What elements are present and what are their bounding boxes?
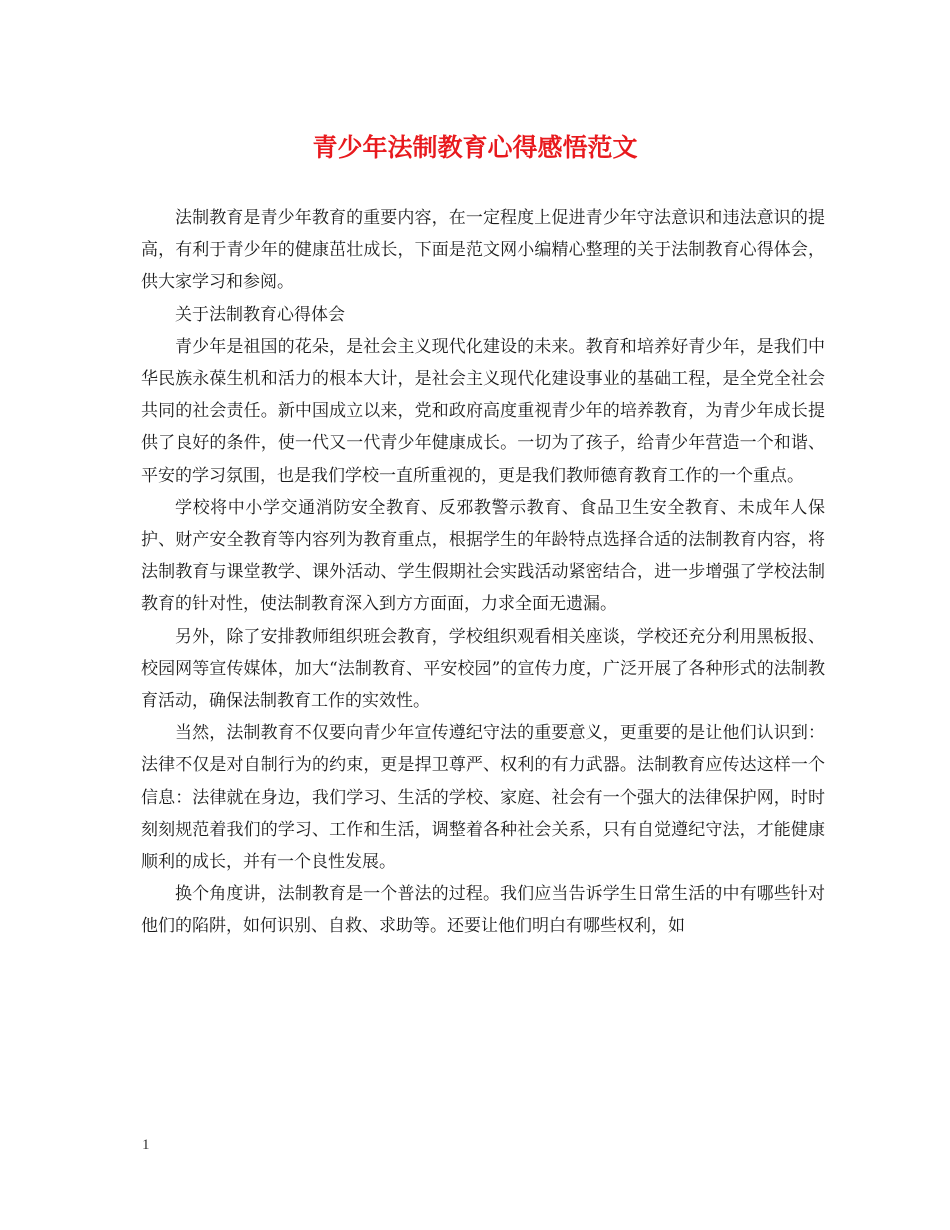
paragraph: 另外，除了安排教师组织班会教育，学校组织观看相关座谈，学校还充分利用黑板报、校园网等宣传媒体，加大“法制教育、平安校园”的宣传力度，广泛开展了各种形式的法制教育活动，确保法制教育工作的实效性。 (141, 626, 825, 712)
paragraph: 当然，法制教育不仅要向青少年宣传遵纪守法的重要意义，更重要的是让他们认识到：法律不仅是对自制行为的约束，更是捍卫尊严、权利的有力武器。法制教育应传达这样一个信息：法律就在身边，我们学习、生活的学校、家庭、社会有一个强大的法律保护网，时时刻刻规范着我们的学习、工作和生活，调整着各种社会关系，只有自觉遵纪守法，才能健康顺利的成长，并有一个良性发展。 (141, 723, 825, 873)
section-heading: 关于法制教育心得体会 (175, 304, 345, 325)
paragraph-intro: 法制教育是青少年教育的重要内容，在一定程度上促进青少年守法意识和违法意识的提高，有利于青少年的健康茁壮成长，下面是范文网小编精心整理的关于法制教育心得体会，供大家学习和参阅。 (141, 208, 825, 293)
document-body (141, 202, 825, 943)
paragraph: 青少年是祖国的花朵，是社会主义现代化建设的未来。教育和培养好青少年，是我们中华民族永葆生机和活力的根本大计，是社会主义现代化建设事业的基础工程，是全党全社会共同的社会责任。新中国成立以来，党和政府高度重视青少年的培养教育，为青少年成长提供了良好的条件，使一代又一代青少年健康成长。一切为了孩子，给青少年营造一个和谐、平安的学习氛围，也是我们学校一直所重视的，更是我们教师德育教育工作的一个重点。 (141, 336, 825, 486)
paragraph: 学校将中小学交通消防安全教育、反邪教警示教育、食品卫生安全教育、未成年人保护、财产安全教育等内容列为教育重点，根据学生的年龄特点选择合适的法制教育内容，将法制教育与课堂教学、课外活动、学生假期社会实践活动紧密结合，进一步增强了学校法制教育的针对性，使法制教育深入到方方面面，力求全面无遗漏。 (141, 497, 825, 615)
page-number: 1 (142, 1137, 150, 1153)
document-title: 青少年法制教育心得感悟范文 (312, 133, 638, 162)
paragraph: 换个角度讲，法制教育是一个普法的过程。我们应当告诉学生日常生活的中有哪些针对他们的陷阱，如何识别、自救、求助等。还要让他们明白有哪些权利，如 (141, 884, 825, 937)
